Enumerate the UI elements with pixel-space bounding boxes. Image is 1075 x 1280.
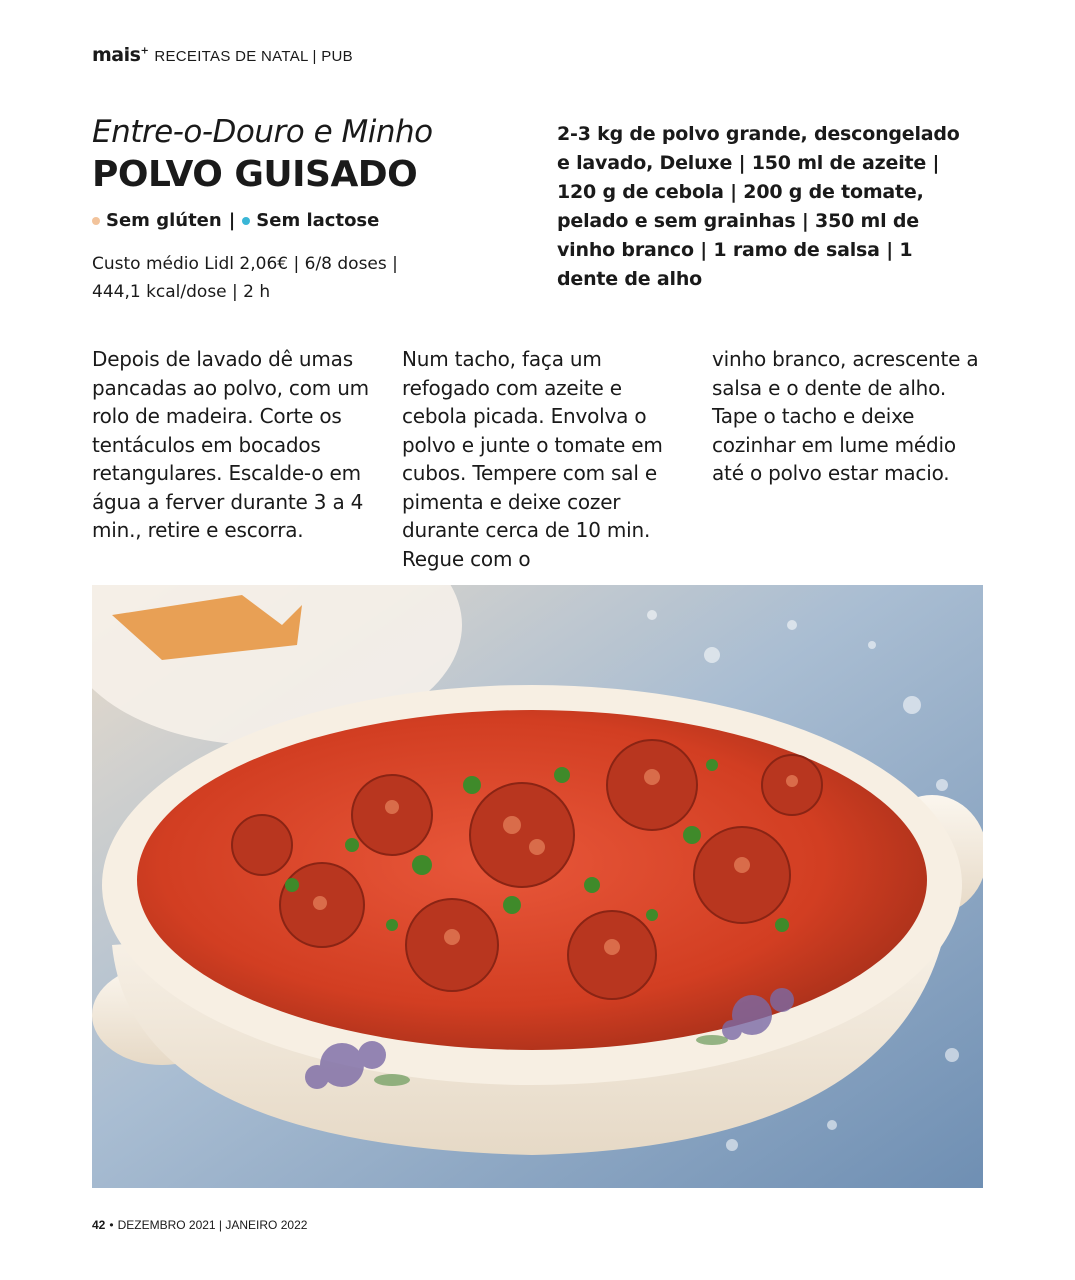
instructions-col-2: Num tacho, faça um refogado com azeite e cebola picada. Envolva o polvo e junte o tomate em cubos. Tempere com sal e pimenta e deixe cozer durante cerca de 10 min. Regue com o xyxy=(402,347,663,571)
instructions-col-3: vinho branco, acrescente a salsa e o dente de alho. Tape o tacho e deixe cozinhar em lume médio até o polvo estar macio. xyxy=(712,347,979,485)
octopus-stew-illustration xyxy=(92,585,983,1188)
diet-tags xyxy=(92,210,379,231)
ingredients-list: 2-3 kg de polvo grande, descongelado e lavado, Deluxe | 150 ml de azeite | 120 g de cebola | 200 g de tomate, pelado e sem grainhas | 350 ml de vinho branco | 1 ramo de salsa | 1 dente de alho xyxy=(557,123,960,290)
tag-lactose-free: Sem lactose xyxy=(242,210,379,231)
section-label: RECEITAS DE NATAL | PUB xyxy=(154,48,353,65)
issue-date: DEZEMBRO 2021 | JANEIRO 2022 xyxy=(117,1218,308,1232)
recipe-title: POLVO GUISADO xyxy=(92,154,418,195)
blue-dot-icon xyxy=(242,217,250,225)
dish-photo xyxy=(92,585,983,1188)
page-number: 42 xyxy=(92,1218,106,1232)
page-footer xyxy=(92,1218,307,1232)
instructions-col-1: Depois de lavado dê umas pancadas ao polvo, com um rolo de madeira. Corte os tentáculos em bocados retangulares. Escalde-o em água a ferver durante 3 a 4 min., retire e escorra. xyxy=(92,347,369,542)
peach-dot-icon xyxy=(92,217,100,225)
tag-gluten-free: Sem glúten xyxy=(92,210,222,231)
footer-bullet: • xyxy=(109,1218,114,1232)
recipe-region: Entre-o-Douro e Minho xyxy=(92,114,433,150)
tag-separator: | xyxy=(228,210,236,231)
page-header xyxy=(92,44,353,66)
brand-logo: mais+ xyxy=(92,44,149,66)
recipe-meta: Custo médio Lidl 2,06€ | 6/8 doses | 444,1 kcal/dose | 2 h xyxy=(92,254,398,302)
